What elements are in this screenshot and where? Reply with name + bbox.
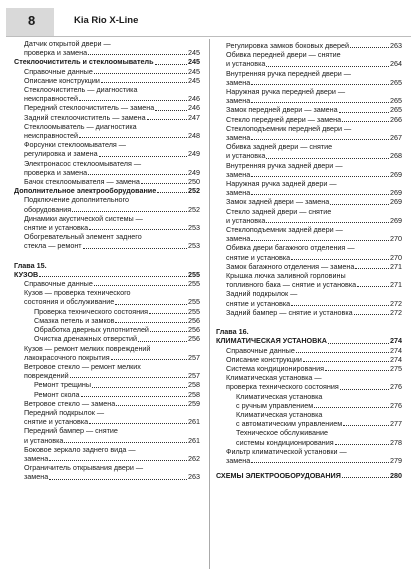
toc-entry-text: Передний стеклоочиститель — замена <box>24 103 155 113</box>
toc-entry-text: Замок багажного отделения — замена <box>226 261 355 271</box>
toc-page-number: 255 <box>188 279 200 289</box>
dot-leader <box>342 471 389 478</box>
toc-entry-text: и установка <box>24 435 64 445</box>
toc-entry <box>216 207 402 225</box>
toc-page-number: 257 <box>188 352 200 362</box>
toc-entry <box>216 142 402 160</box>
dot-leader <box>354 308 389 315</box>
page-number: 8 <box>28 13 36 28</box>
toc-page-number: 248 <box>188 131 200 141</box>
toc-entry <box>216 50 402 68</box>
toc-page-number: 253 <box>188 223 200 233</box>
toc-entry <box>14 113 200 122</box>
toc-entry <box>216 243 402 261</box>
toc-entry <box>216 197 402 206</box>
toc-entry <box>14 195 200 213</box>
toc-entry-text: Стеклоподъемник задней двери — <box>226 225 343 235</box>
toc-entry-text: системы кондиционирования <box>236 437 334 447</box>
toc-entry <box>216 336 402 345</box>
toc-entry-text: проверка технического состояния <box>226 382 339 392</box>
toc-entry <box>216 373 402 391</box>
toc-entry <box>216 447 402 465</box>
dot-leader <box>83 241 187 248</box>
toc-entry-text: КЛИМАТИЧЕСКАЯ УСТАНОВКА <box>216 336 327 346</box>
toc-entry-text: Обивка двери багажного отделения — <box>226 243 355 253</box>
toc-entry <box>216 225 402 243</box>
toc-entry <box>14 159 200 177</box>
toc-page-number: 258 <box>188 389 200 399</box>
toc-entry-text: повреждений <box>24 371 69 381</box>
toc-page-number: 255 <box>188 297 200 307</box>
toc-entry-text: Бачок стеклоомывателя — замена <box>24 177 140 187</box>
toc-page-number: 279 <box>390 455 402 465</box>
toc-page-number: 274 <box>390 336 402 346</box>
toc-page-number: 259 <box>188 398 200 408</box>
dot-leader <box>79 94 187 101</box>
toc-page-number: 255 <box>188 269 200 279</box>
toc-entry-text: Климатическая установка <box>236 391 323 401</box>
toc-entry-text: Стеклоподъемник передней двери — <box>226 123 352 133</box>
toc-entry <box>14 390 200 399</box>
toc-entry <box>216 392 402 410</box>
toc-page-number: 263 <box>188 472 200 482</box>
dot-leader <box>149 307 187 314</box>
toc-entry-text: Наружная ручка передней двери — <box>226 87 346 97</box>
toc-entry <box>14 39 200 57</box>
section-gap <box>216 317 402 323</box>
toc-entry-text: Наружная ручка задней двери — <box>226 179 337 189</box>
dot-leader <box>72 205 187 212</box>
toc-entry <box>14 380 200 389</box>
dot-leader <box>94 67 187 74</box>
toc-entry-text: замена <box>226 234 251 244</box>
dot-leader <box>251 188 389 195</box>
dot-leader <box>92 380 187 387</box>
toc-entry-text: замена <box>226 77 251 87</box>
toc-page-number: 245 <box>188 66 200 76</box>
toc-entry-text: Описание конструкции <box>226 354 302 364</box>
dot-leader <box>94 279 187 286</box>
toc-page-number: 269 <box>390 169 402 179</box>
toc-entry-text: замена <box>24 472 49 482</box>
toc-entry <box>216 161 402 179</box>
toc-entry <box>216 41 402 50</box>
book-title: Kia Rio X-Line <box>74 15 139 26</box>
toc-entry-text: Ремонт трещины <box>34 380 92 390</box>
toc-entry <box>14 399 200 408</box>
dot-leader <box>147 113 187 120</box>
toc-entry-text: Дополнительное электрооборудование <box>14 186 157 196</box>
toc-page-number: 261 <box>188 417 200 427</box>
toc-entry-text: Климатическая установка <box>236 409 323 419</box>
toc-entry-text: проверка и замена <box>24 167 88 177</box>
dot-leader <box>116 399 187 406</box>
dot-leader <box>291 253 389 260</box>
toc-entry-text: и установка <box>226 215 266 225</box>
section-gap <box>14 251 200 257</box>
toc-page-number: 257 <box>188 371 200 381</box>
toc-entry-text: и установка <box>226 151 266 161</box>
toc-page-number: 249 <box>188 149 200 159</box>
toc-entry-text: снятие и установка <box>226 252 291 262</box>
dot-leader <box>89 223 187 230</box>
toc-page-number: 250 <box>188 177 200 187</box>
toc-entry-text: Внутренняя ручка задней двери — <box>226 160 343 170</box>
dot-leader <box>79 131 187 138</box>
toc-page-number: 265 <box>390 96 402 106</box>
toc-entry-text: Ремонт скола <box>34 389 80 399</box>
dot-leader <box>291 299 389 306</box>
toc-page-number: 262 <box>188 453 200 463</box>
toc-entry-text: топливного бака — снятие и установка <box>226 280 357 290</box>
toc-entry-text: Фильтр климатической установки — <box>226 446 347 456</box>
toc-page-number: 247 <box>188 112 200 122</box>
toc-entry <box>216 87 402 105</box>
toc-page-number: 245 <box>188 57 200 67</box>
toc-entry-text: проверка и замена <box>24 48 88 58</box>
dot-leader <box>70 371 187 378</box>
toc-entry <box>14 307 200 316</box>
dot-leader <box>155 103 187 110</box>
toc-entry-text: Форсунки стеклоомывателя — <box>24 140 126 150</box>
page-frame <box>6 8 411 563</box>
toc-entry <box>216 262 402 271</box>
toc-entry-text: снятие и установка <box>226 298 291 308</box>
toc-entry-text: Кузов — ремонт мелких повреждений <box>24 343 151 353</box>
toc-entry-text: состояния и обслуживание <box>24 297 115 307</box>
toc-entry <box>14 334 200 343</box>
toc-entry-text: Передний бампер — снятие <box>24 426 118 436</box>
toc-entry-text: Динамики акустической системы — <box>24 213 143 223</box>
toc-entry-text: Климатическая установка — <box>226 373 322 383</box>
toc-entry <box>14 140 200 158</box>
dot-leader <box>157 186 187 193</box>
toc-page-number: 272 <box>390 298 402 308</box>
toc-entry-text: Задний подкрылок — <box>226 289 298 299</box>
toc-page-number: 269 <box>390 215 402 225</box>
toc-page-number: 256 <box>188 334 200 344</box>
toc-entry-text: Техническое обслуживание <box>236 428 328 438</box>
toc-entry-text: Стеклоочиститель — диагностика <box>24 85 138 95</box>
dot-leader <box>266 216 389 223</box>
toc-entry-text: Справочные данные <box>24 279 93 289</box>
toc-page-number: 267 <box>390 133 402 143</box>
dot-leader <box>49 454 187 461</box>
toc-entry-text: Справочные данные <box>226 345 295 355</box>
dot-leader <box>343 419 389 426</box>
dot-leader <box>150 325 187 332</box>
toc-page-number: 271 <box>390 280 402 290</box>
toc-entry-text: Внутренняя ручка передней двери — <box>226 68 351 78</box>
dot-leader <box>342 115 389 122</box>
toc-entry <box>14 426 200 444</box>
toc-page-number: 261 <box>188 435 200 445</box>
toc-page-number: 270 <box>390 252 402 262</box>
toc-page-number: 276 <box>390 400 402 410</box>
toc-entry <box>216 289 402 307</box>
toc-entry <box>216 308 402 317</box>
toc-page-number: 266 <box>390 114 402 124</box>
toc-entry <box>14 57 200 66</box>
toc-page-number: 255 <box>188 306 200 316</box>
toc-entry-text: КУЗОВ <box>14 269 39 279</box>
toc-entry-text: Описание конструкции <box>24 75 100 85</box>
toc-page-number: 265 <box>390 77 402 87</box>
toc-page-number: 269 <box>390 188 402 198</box>
toc-page-number: 270 <box>390 234 402 244</box>
toc-entry-text: Датчик открытой двери — <box>24 39 111 48</box>
toc-entry-text: Ветровое стекло — замена <box>24 398 116 408</box>
toc-entry-text: лакокрасочного покрытия <box>24 352 110 362</box>
toc-page-number: 256 <box>188 325 200 335</box>
toc-entry <box>14 122 200 140</box>
toc-entry-text: Замок задней двери — замена <box>226 197 330 207</box>
toc-entry-text: Регулировка замков боковых дверей <box>226 41 349 50</box>
dot-leader <box>303 355 389 362</box>
toc-page-number: 265 <box>390 105 402 115</box>
toc-entry <box>216 428 402 446</box>
dot-leader <box>115 316 187 323</box>
toc-entry <box>14 85 200 103</box>
toc-entry-text: Система кондиционирования <box>226 363 325 373</box>
toc-entry <box>216 179 402 197</box>
toc-entry <box>14 214 200 232</box>
toc-entry <box>14 445 200 463</box>
toc-entry <box>216 410 402 428</box>
dot-leader <box>251 133 389 140</box>
dot-leader <box>251 234 389 241</box>
toc-entry <box>14 362 200 380</box>
toc-entry-text: Стеклоочиститель и стеклоомыватель <box>14 57 154 67</box>
dot-leader <box>314 401 389 408</box>
toc-page-number: 268 <box>390 151 402 161</box>
toc-entry <box>14 103 200 112</box>
toc-entry-text: Боковое зеркало заднего вида — <box>24 444 136 454</box>
column-separator <box>209 39 210 569</box>
toc-page-number: 258 <box>188 380 200 390</box>
toc-entry-text: замена <box>226 133 251 143</box>
dot-leader <box>39 270 187 277</box>
dot-leader <box>357 280 389 287</box>
dot-leader <box>350 41 389 48</box>
dot-leader <box>49 472 187 479</box>
toc-entry-text: снятие и установка <box>24 417 89 427</box>
dot-leader <box>335 438 389 445</box>
toc-entry-text: Электронасос стеклоомывателя — <box>24 158 142 168</box>
toc-entry-text: с автоматическим управлением <box>236 419 343 429</box>
toc-entry <box>14 463 200 481</box>
toc-entry-text: Задний бампер — снятие и установка <box>226 307 353 317</box>
toc-entry <box>14 186 200 195</box>
toc-entry-text: Ветровое стекло — ремонт мелких <box>24 361 141 371</box>
toc-entry <box>14 177 200 186</box>
toc-entry <box>14 76 200 85</box>
toc-entry <box>216 124 402 142</box>
toc-entry-text: Обивка задней двери — снятие <box>226 142 333 152</box>
toc-entry-text: Ограничитель открывания двери — <box>24 463 144 473</box>
toc-page-number: 278 <box>390 437 402 447</box>
toc-entry-text: замена <box>226 169 251 179</box>
toc-entry-text: неисправностей <box>24 94 79 104</box>
dot-leader <box>89 417 187 424</box>
dot-leader <box>88 48 187 55</box>
header-rule <box>6 36 411 37</box>
toc-entry <box>14 232 200 250</box>
toc-entry-text: Очистка дренажных отверстий <box>34 334 138 344</box>
toc-page-number: 276 <box>390 382 402 392</box>
toc-page-number: 245 <box>188 48 200 58</box>
dot-leader <box>141 177 187 184</box>
toc-page-number: 263 <box>390 41 402 50</box>
dot-leader <box>340 382 389 389</box>
dot-leader <box>251 456 389 463</box>
toc-entry <box>14 325 200 334</box>
toc-page-number: 252 <box>188 204 200 214</box>
toc-entry <box>14 67 200 76</box>
dot-leader <box>266 59 389 66</box>
toc-entry-text: стекла — ремонт <box>24 241 82 251</box>
toc-entry <box>216 364 402 373</box>
toc-entry-text: снятие и установка <box>24 223 89 233</box>
toc-page-number: 264 <box>390 59 402 69</box>
toc-entry-text: замена <box>226 455 251 465</box>
toc-page-number: 274 <box>390 354 402 364</box>
toc-entry-text: Задний стеклоочиститель — замена <box>24 112 146 122</box>
dot-leader <box>111 353 187 360</box>
dot-leader <box>99 149 187 156</box>
toc-entry <box>216 346 402 355</box>
toc-right-column <box>216 41 402 480</box>
toc-entry <box>14 279 200 288</box>
toc-entry-text: Справочные данные <box>24 66 93 76</box>
toc-page-number: 252 <box>188 186 200 196</box>
toc-entry-text: Смазка петель и замков <box>34 315 115 325</box>
toc-page-number: 245 <box>188 75 200 85</box>
toc-page-number: 249 <box>188 167 200 177</box>
dot-leader <box>155 57 187 64</box>
toc-entry <box>216 271 402 289</box>
toc-entry-text: Крышка лючка заливной горловины <box>226 271 346 281</box>
toc-entry-text: Стеклоомыватель — диагностика <box>24 121 137 131</box>
toc-page-number: 246 <box>188 103 200 113</box>
toc-entry-text: Обработка дверных уплотнителей <box>34 325 149 335</box>
toc-entry-text: с ручным управлением <box>236 400 314 410</box>
dot-leader <box>328 336 389 343</box>
toc-entry-text: Стекло задней двери — снятие <box>226 206 332 216</box>
toc-entry <box>216 69 402 87</box>
toc-entry-text: СХЕМЫ ЭЛЕКТРООБОРУДОВАНИЯ <box>216 471 341 481</box>
toc-entry <box>14 316 200 325</box>
toc-entry <box>216 115 402 124</box>
dot-leader <box>339 105 389 112</box>
dot-leader <box>88 168 187 175</box>
toc-entry-text: Замок передней двери — замена <box>226 105 338 115</box>
toc-entry <box>216 105 402 114</box>
toc-entry-text: замена <box>226 188 251 198</box>
toc-page-number: 274 <box>390 345 402 355</box>
dot-leader <box>296 346 389 353</box>
dot-leader <box>330 197 389 204</box>
dot-leader <box>355 262 389 269</box>
toc-entry-text: замена <box>226 96 251 106</box>
dot-leader <box>251 78 389 85</box>
toc-page-number: 246 <box>188 94 200 104</box>
dot-leader <box>251 170 389 177</box>
toc-entry <box>216 355 402 364</box>
toc-entry <box>14 270 200 279</box>
dot-leader <box>266 151 389 158</box>
toc-entry-text: Кузов — проверка технического <box>24 288 131 298</box>
toc-page-number: 280 <box>390 471 402 481</box>
toc-entry-text: Проверка технического состояния <box>34 306 149 316</box>
dot-leader <box>325 364 389 371</box>
dot-leader <box>64 436 187 443</box>
dot-leader <box>115 297 187 304</box>
toc-entry <box>216 471 402 480</box>
dot-leader <box>251 96 389 103</box>
toc-page-number: 275 <box>390 363 402 373</box>
toc-entry-text: и установка <box>226 59 266 69</box>
toc-entry <box>14 408 200 426</box>
toc-entry-text: оборудования <box>24 204 72 214</box>
toc-page-number: 253 <box>188 241 200 251</box>
chapter-label: Глава 15. <box>14 260 47 270</box>
toc-page-number: 269 <box>390 197 402 207</box>
toc-entry <box>14 344 200 362</box>
dot-leader <box>138 334 187 341</box>
toc-entry-text: регулировка и замена <box>24 149 98 159</box>
toc-entry-text: Стекло передней двери — замена <box>226 114 342 124</box>
toc-page-number: 277 <box>390 419 402 429</box>
toc-entry-text: Передний подкрылок — <box>24 407 105 417</box>
toc-entry-text: замена <box>24 453 49 463</box>
toc-entry-text: Подключение дополнительного <box>24 195 130 205</box>
toc-entry-text: неисправностей <box>24 131 79 141</box>
dot-leader <box>101 76 187 83</box>
toc-entry-text: Обивка передней двери — снятие <box>226 50 341 60</box>
chapter-label: Глава 16. <box>216 327 249 337</box>
dot-leader <box>81 390 187 397</box>
toc-page-number: 272 <box>390 307 402 317</box>
toc-entry-text: Обогревательный элемент заднего <box>24 232 142 242</box>
toc-page-number: 256 <box>188 315 200 325</box>
toc-left-column <box>14 39 200 482</box>
toc-page-number: 271 <box>390 261 402 271</box>
toc-entry <box>14 288 200 306</box>
